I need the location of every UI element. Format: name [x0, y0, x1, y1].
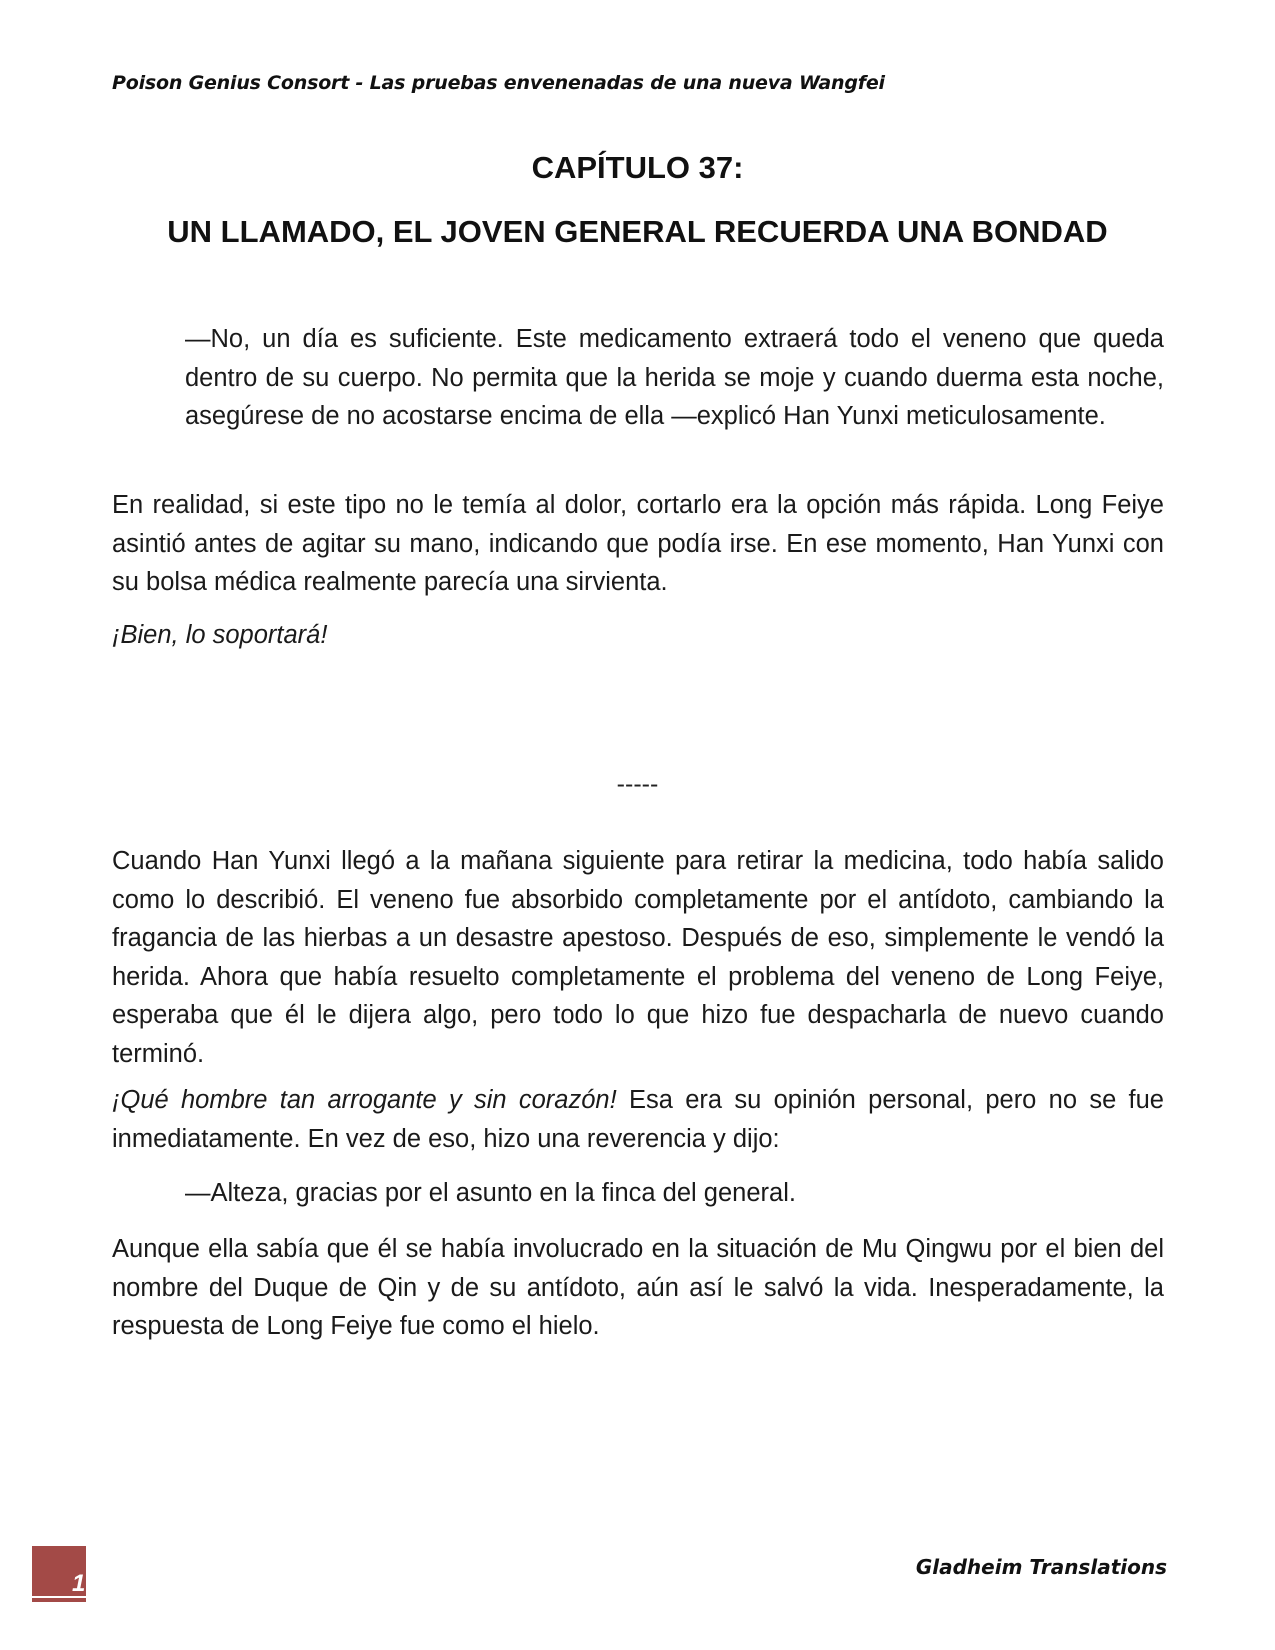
- page-number: 1: [72, 1570, 86, 1597]
- paragraph-7: Aunque ella sabía que él se había involucrado en la situación de Mu Qingwu por el bien del nombre del Duque de Qin y de su antídoto, aún así le salvó la vida. Inesperadamente, la respuesta de Long Feiye fue como el hielo.: [112, 1235, 1164, 1340]
- footer-brand: Gladheim Translations: [915, 1555, 1167, 1579]
- chapter-title: UN LLAMADO, EL JOVEN GENERAL RECUERDA UNA BONDAD: [167, 214, 1108, 249]
- running-header: Poison Genius Consort - Las pruebas envenenadas de una nueva Wangfei: [112, 72, 885, 94]
- paragraph-dialogue-6: —Alteza, gracias por el asunto en la finca del general.: [185, 1179, 796, 1207]
- paragraph-5: [112, 1081, 1164, 1158]
- paragraph-5-text: Esa era su opinión personal, pero no se fue inmediatamente. En vez de eso, hizo una reverencia y dijo:: [112, 1086, 1164, 1153]
- paragraph-2: En realidad, si este tipo no le temía al dolor, cortarlo era la opción más rápida. Long Feiye asintió antes de agitar su mano, indicando que podía irse. En ese momento, Han Yunxi con su bolsa médica realmente parecía una sirvienta.: [112, 491, 1164, 596]
- paragraph-4: Cuando Han Yunxi llegó a la mañana siguiente para retirar la medicina, todo había salido como lo describió. El veneno fue absorbido completamente por el antídoto, cambiando la fragancia de las hierbas a un desastre apestoso. Después de eso, simplemente le vendó la herida. Ahora que había resuelto completamente el problema del veneno de Long Feiye, esperaba que él le dijera algo, pero todo lo que hizo fue despacharla de nuevo cuando terminó.: [112, 847, 1164, 1068]
- paragraph-3-thought: ¡Bien, lo soportará!: [112, 621, 328, 649]
- scene-separator: -----: [616, 770, 659, 798]
- paragraph-dialogue-1: —No, un día es suficiente. Este medicamento extraerá todo el veneno que queda dentro de su cuerpo. No permita que la herida se moje y cuando duerma esta noche, asegúrese de no acostarse encima de ella —explicó Han Yunxi meticulosamente.: [185, 325, 1164, 430]
- chapter-number: CAPÍTULO 37:: [531, 150, 744, 185]
- paragraph-5-thought: ¡Qué hombre tan arrogante y sin corazón!: [112, 1086, 617, 1114]
